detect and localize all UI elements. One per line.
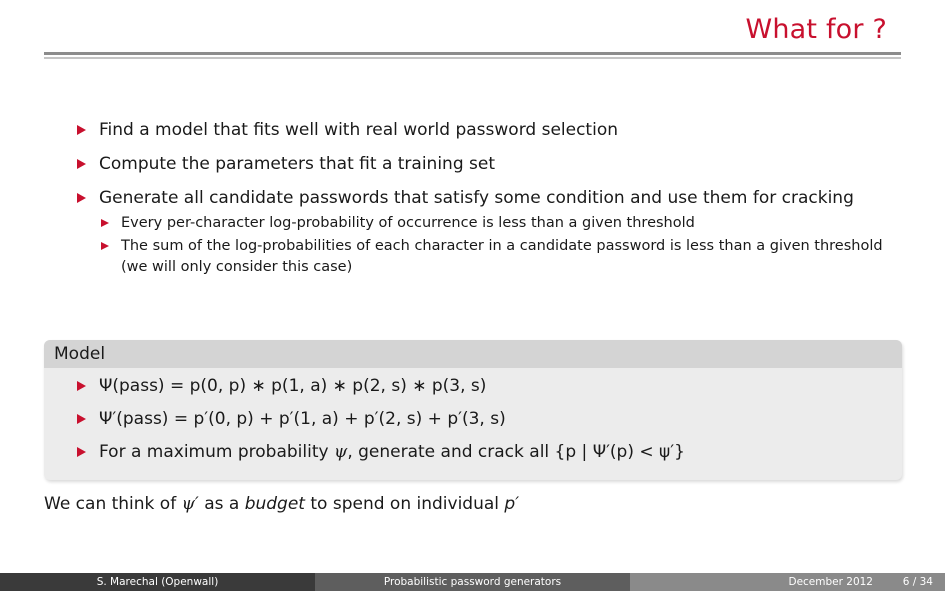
bullet-text: Generate all candidate passwords that satisfy some condition and use them for cracking — [99, 188, 854, 208]
sub-list-item — [99, 236, 906, 278]
triangle-bullet-icon — [101, 219, 109, 227]
psi-symbol: ψ — [333, 442, 348, 462]
bullet-text: Find a model that fits well with real world password selection — [99, 120, 618, 140]
triangle-bullet-icon — [77, 414, 86, 424]
closing-sentence — [44, 492, 519, 516]
block-title: Model — [44, 340, 902, 368]
triangle-bullet-icon — [77, 125, 86, 135]
sub-bullet-text: Every per-character log-probability of occurrence is less than a given threshold — [121, 215, 695, 231]
sub-list-item — [99, 213, 906, 234]
triangle-bullet-icon — [77, 159, 86, 169]
block-text: , generate and crack all — [347, 442, 555, 462]
formula-set: {p | Ψ′(p) < ψ′} — [554, 442, 685, 462]
emphasis-budget: budget — [244, 494, 305, 514]
psi-prime-symbol: ψ′ — [181, 494, 199, 514]
title-rule-secondary — [44, 57, 901, 59]
sub-bullet-list — [99, 213, 906, 278]
block-item — [76, 374, 902, 398]
block-item — [76, 407, 902, 431]
block-text: For a maximum probability — [99, 442, 334, 462]
formula-sum: Ψ′(pass) = p′(0, p) + p′(1, a) + p′(2, s) + p′(3, s) — [99, 409, 506, 429]
triangle-bullet-icon — [77, 447, 86, 457]
sub-bullet-text: The sum of the log-probabilities of each character in a candidate password is less than a given threshold (we will only consider this case) — [121, 238, 883, 275]
p-prime-symbol: p′ — [504, 494, 520, 514]
footer-bar — [0, 573, 945, 591]
triangle-bullet-icon — [101, 242, 109, 250]
footer-page-number: 6 / 34 — [902, 576, 933, 588]
triangle-bullet-icon — [77, 193, 86, 203]
footer-right — [630, 573, 945, 591]
block-item — [76, 440, 902, 464]
triangle-bullet-icon — [77, 381, 86, 391]
list-item — [76, 152, 906, 176]
footer-talk-title: Probabilistic password generators — [315, 573, 630, 591]
footer-date: December 2012 — [788, 576, 873, 588]
model-block — [44, 340, 902, 480]
bullet-text: Compute the parameters that fit a training set — [99, 154, 496, 174]
closing-text: to spend on individual — [304, 494, 505, 514]
footer-author: S. Marechal (Openwall) — [0, 573, 315, 591]
title-rule — [44, 52, 901, 55]
bullet-list — [76, 118, 906, 288]
list-item — [76, 118, 906, 142]
closing-text: as a — [198, 494, 245, 514]
slide-title: What for ? — [745, 14, 887, 45]
closing-text: We can think of — [44, 494, 182, 514]
formula-product: Ψ(pass) = p(0, p) ∗ p(1, a) ∗ p(2, s) ∗ p(3, s) — [99, 376, 487, 396]
list-item — [76, 186, 906, 278]
block-body — [44, 368, 902, 464]
